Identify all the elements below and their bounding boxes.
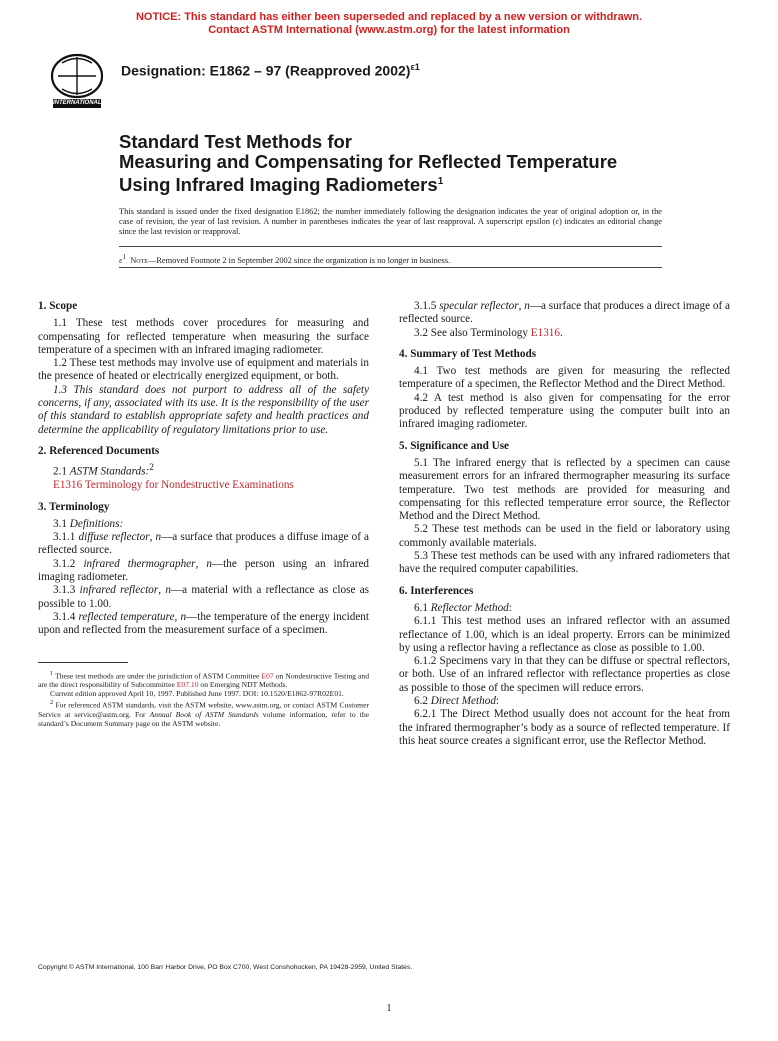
designation [121,62,420,79]
footnote-text: on Emerging NDT Methods. [200,680,288,690]
paragraph [399,695,730,708]
clause-text: 3.2 See also Terminology [414,326,528,339]
section-heading: 4. Summary of Test Methods [399,347,537,360]
title-line-3 [119,172,617,195]
title-line-1: Standard Test Methods for [119,131,352,152]
paragraph [38,462,369,479]
footnote-mark: 2 [50,699,54,707]
paragraph: 1.1 These test methods cover procedures for measuring and compensating for reflected temperature when measuring the surface temperature of a specimen with an infrared imaging radiometer. [38,317,369,356]
astm-logo [40,52,114,110]
punctuation: : [495,695,500,708]
epsilon-note-text: —Removed Footnote 2 in September 2002 since the organization is no longer in business. [147,255,451,265]
clause-number: 3.1.5 [414,300,437,312]
left-column [38,300,369,728]
footnote-text: These test methods are under the jurisdiction of ASTM Committee [55,671,260,681]
clause-number: 3.1 [53,517,67,530]
term: infrared thermographer [83,557,196,570]
committee-link[interactable]: E07 [261,671,274,681]
clause-number: 3.1.3 [53,584,76,597]
paragraph: 5.1 The infrared energy that is reflected by a specimen can cause measurement errors for an infrared thermographer measuring its surface temperature. Two test methods are provided for measuring and compensating for this reflected temperature error source, the Reflector Method and the Direct Method. [399,456,730,523]
paragraph: 6.1.1 This test method uses an infrared reflector with an assumed reflectance of 1.00, which is an ideal property. Errors can be minimized by using a reflector having a reflectance as close as possible to 1.00. [399,615,730,654]
divider [119,267,662,268]
title-footnote-mark: 1 [437,176,444,187]
paragraph: 4.1 Two test methods are given for measuring the reflected temperature of a specimen, the Reflector Method and the Direct Method. [399,365,730,391]
paragraph [399,327,730,340]
definition-text: —the temperature of the energy incident upon and reflected from the measurement surface of a specimen. [38,610,370,637]
subcommittee-link[interactable]: E07.10 [176,680,199,690]
footnote-1 [38,669,369,690]
note-label: Note [130,255,148,265]
paragraph: 5.2 These test methods can be used in the field or laboratory using commonly available materials. [399,523,730,549]
divider [119,246,662,247]
term: infrared reflector [79,584,159,597]
definition: 3.1.3 infrared reflector, n—a material with a reflectance as close as possible to 1.00. [38,584,370,610]
notice-line-2: Contact ASTM International (www.astm.org) for the latest information [208,24,570,36]
epsilon-sup: 1 [122,253,127,261]
definition-text: —a surface that produces a direct image of a reflected source. [399,300,730,326]
section-heading: 6. Interferences [399,584,474,597]
section-heading: 5. Significance and Use [399,439,510,452]
designation-epsilon: ε1 [410,62,420,72]
right-column [399,300,730,748]
notice-line-1: NOTICE: This standard has either been superseded and replaced by a new version or withdrawn. [135,11,643,23]
paragraph: 5.3 These test methods can be used with any infrared radiometers that have the required computer capabilities. [399,550,730,576]
section-heading: 2. Referenced Documents [38,444,160,457]
section-heading: 3. Terminology [38,500,110,513]
clause-number: 6.2 [414,695,428,708]
reference-entry [38,479,369,492]
terminology-link[interactable]: E1316 [530,326,560,339]
definition: 3.1.2 infrared thermographer, n—the person using an infrared imaging radiometer. [38,557,370,584]
paragraph: 4.2 A test method is also given for compensating for the error produced by reflected temperature using the computer built into an infrared imaging radiometer. [399,391,730,431]
paragraph: 6.1.2 Specimens vary in that they can be diffuse or spectral reflectors, or both. Use of an infrared reflector with reflectance properties as close as possible to those of the specimen will reduce errors. [399,655,730,694]
footnote-text: For referenced ASTM standards, visit the ASTM website, www.astm.org, or contact ASTM Customer Service at service@astm.org. For [38,700,369,719]
paragraph: 1.2 These test methods may involve use of equipment and materials in the presence of heated or electrically energized equipment, or both. [38,357,369,383]
punctuation: . [560,326,563,339]
definition: 3.1.4 reflected temperature, n—the temperature of the energy incident upon and reflected from the measurement surface of a specimen. [38,610,370,637]
clause-text: ASTM Standards: [69,466,150,478]
section-heading: 1. Scope [38,300,78,312]
footnote-mark: 1 [50,669,54,677]
copyright: Copyright © ASTM International, 100 Barr Harbor Drive, PO Box C700, West Conshohocken, PA 19428-2959, United States. [38,964,413,971]
reference-code-link[interactable]: E1316 [53,479,83,492]
clause-number: 3.1.1 [53,531,76,544]
epsilon-mark: ε [119,255,123,265]
clause-number: 2.1 [53,466,67,478]
part-of-speech: n [524,300,530,312]
definition: 3.1.1 diffuse reflector, n—a surface that produces a diffuse image of a reflected source. [38,531,370,557]
clause-text: Direct Method [430,695,496,708]
definition: 3.1.5 specular reflector, n—a surface that produces a direct image of a reflected source. [399,300,730,326]
footnote-divider [38,662,128,663]
term: reflected temperature [78,610,175,623]
clause-number: 3.1.4 [53,610,76,623]
page-number: 1 [386,1003,392,1014]
definition-text: —a surface that produces a diffuse image of a reflected source. [38,531,370,557]
paragraph: 6.2.1 The Direct Method usually does not account for the heat from the infrared thermographer’s body as a source of reflected temperature. If this heat source creates a significant error, use the Reflector Method. [399,708,730,747]
reference-title-link[interactable]: Terminology for Nondestructive Examinations [84,479,294,492]
part-of-speech: n [155,531,162,544]
paragraph [399,602,730,615]
paragraph: 1.3 This standard does not purport to address all of the safety concerns, if any, associated with its use. It is the responsibility of the user of this standard to establish appropriate safety and health practices and determine the applicability of regulatory limitations prior to use. [38,383,369,436]
punctuation: : [508,601,512,614]
footnote-text: volume information, refer to the standard’s Document Summary page on the ASTM website. [38,710,370,729]
footnote-2 [38,698,369,728]
term: specular reflector [439,300,519,312]
logo-subtext: INTERNATIONAL [53,100,102,106]
footnote-italic: Annual Book of ASTM Standards [149,710,259,719]
definition-text: —a material with a reflectance as close as possible to 1.00. [38,584,370,610]
paragraph [38,518,369,531]
clause-text: Definitions: [69,517,124,530]
epsilon-note [119,253,450,265]
footnote-ref: 2 [149,463,154,474]
term: diffuse reflector [78,531,150,544]
clause-number: 3.1.2 [53,557,76,570]
document-title [119,132,617,195]
part-of-speech: n [206,557,212,570]
footnote-text: on Nondestructive Testing and are the direct responsibility of Subcommittee [38,671,369,690]
definition-text: —the person using an infrared imaging radiometer. [38,557,370,584]
title-line-2: Measuring and Compensating for Reflected Temperature [119,151,618,172]
clause-number: 6.1 [414,601,428,614]
title-line-3-text: Using Infrared Imaging Radiometers [119,174,438,196]
clause-text: Reflector Method [430,601,509,614]
designation-text: Designation: E1862 – 97 (Reapproved 2002) [121,62,411,79]
part-of-speech: n [180,610,187,623]
intro-paragraph: This standard is issued under the fixed designation E1862; the number immediately following the designation indicates the year of original adoption or, in the case of revision, the year of last revision. A number in parentheses indicates the year of last reapproval. A superscript epsilon (ε) indicates an editorial change since the last revision or reapproval. [119,207,662,236]
part-of-speech: n [165,584,171,597]
footnote-1-edition: Current edition approved April 10, 1997. Published June 1997. DOI: 10.1520/E1862-97R02E01. [50,689,344,699]
